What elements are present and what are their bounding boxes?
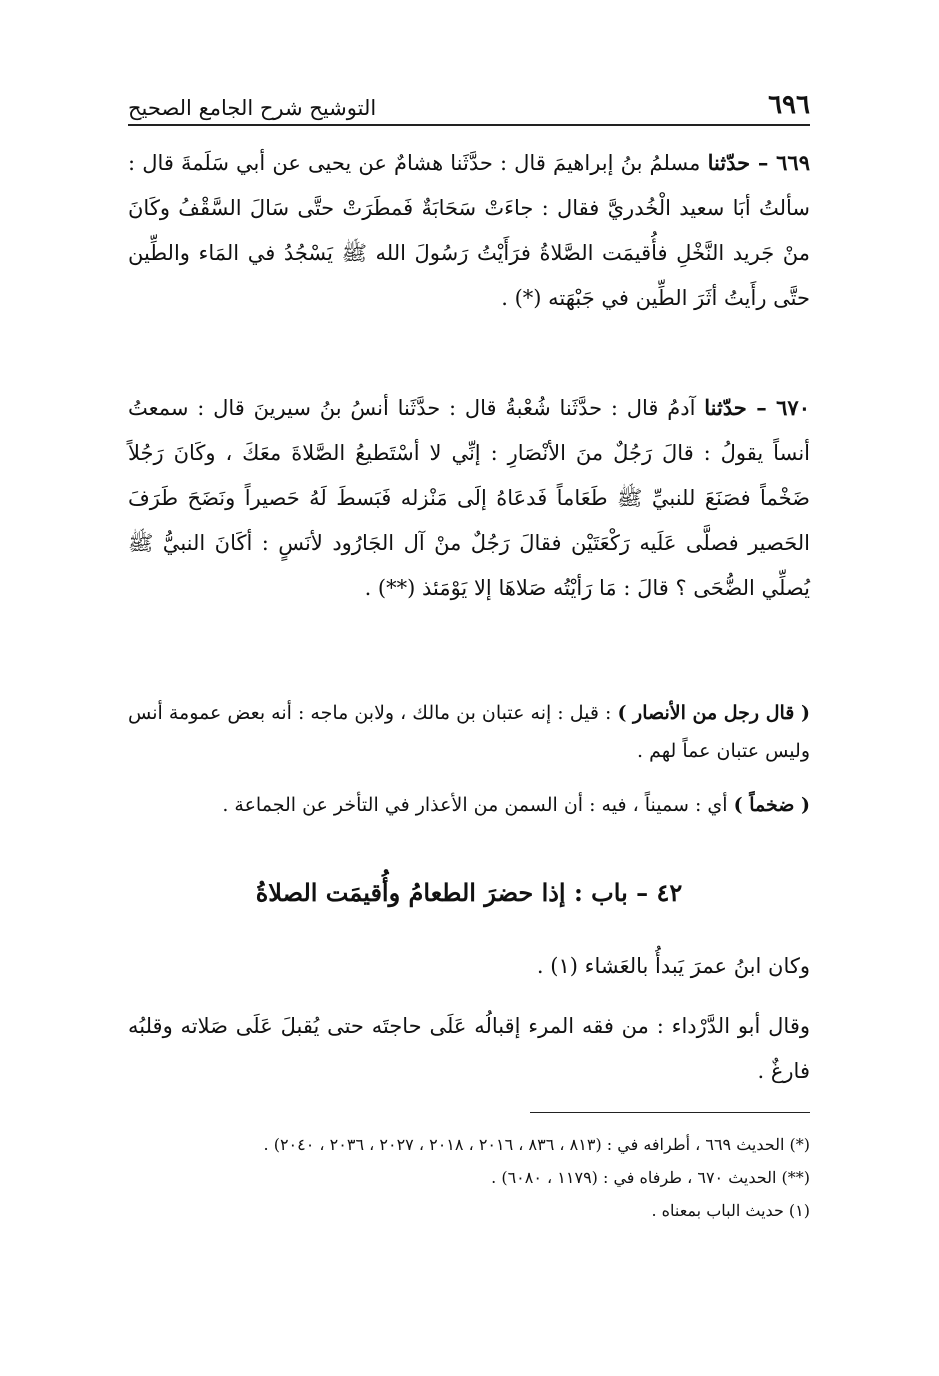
footnote-2: (**) الحديث ٦٧٠ ، طرفاه في : (١١٧٩ ، ٦٠٨٠) . <box>491 1168 810 1187</box>
page-number: ٦٩٦ <box>768 90 810 120</box>
footnotes <box>128 1128 810 1227</box>
commentary-note-2 <box>128 786 810 824</box>
footnote-3: (١) حديث الباب بمعناه . <box>651 1201 810 1220</box>
note-1-term: ( قال رجل من الأنصار ) <box>617 702 810 724</box>
hadith-670 <box>128 385 810 611</box>
note-2-term: ( ضخماً ) <box>733 794 810 816</box>
header-rule <box>128 124 810 126</box>
hadith-670-lead: ٦٧٠ – حدّثنا <box>704 395 810 420</box>
commentary-note-1 <box>128 694 810 770</box>
page-header <box>128 78 810 120</box>
hadith-669-lead: ٦٦٩ – حدّثنا <box>707 150 810 175</box>
chapter-heading: ٤٢ – باب : إذا حضرَ الطعامُ وأُقيمَت الصلاةُ <box>255 878 683 907</box>
hadith-669-text: مسلمُ بنُ إبراهيمَ قال : حدَّثَنا هشامٌ عن يحيى عن أبي سَلَمةَ قال : سألتُ أبَا سعيد الْخُدريَّ فقال : جاءَتْ سَحَابَةٌ فَمطَرَتْ حتَّى سَالَ السَّقْفُ وكَانَ منْ جَريد النَّخْلِ فأُقيمَت الصَّلاةُ فرَأَيْتُ رَسُولَ الله ﷺ يَسْجُدُ في المَاء والطِّين حتَّى رأَيتُ أثَرَ الطِّين في جَبْهَته (*) . <box>128 151 810 310</box>
chapter-paragraph-1: وكان ابنُ عمرَ يَبدأُ بالعَشاء (١) . <box>536 954 810 978</box>
note-1-text: : قيل : إنه عتبان بن مالك ، ولابن ماجه : أنه بعض عمومة أنس وليس عتبان عماً لهم . <box>128 702 810 762</box>
hadith-670-text: آدمُ قال : حدَّثَنا شُعْبةُ قال : حدَّثَنا أنسُ بنُ سيرينَ قال : سمعتُ أنساً يقولُ : قالَ رَجُلٌ منَ الأنْصَارِ : إنِّي لا أسْتَطيعُ الصَّلاةَ معَكَ ، وكَانَ رَجُلاً ضَخْماً فصَنَعَ للنبيِّ ﷺ طَعَاماً فَدعَاهُ إلَى مَنْزله فَبَسطَ لَهُ حَصيراً ونَضَحَ طَرَفَ الحَصير فصلَّى عَلَيه رَكْعَتَيْن فقالَ رَجُلٌ منْ آل الجَارُود لأنَسٍ : أكَانَ النبيُّ ﷺ يُصلِّي الضُّحَى ؟ قالَ : مَا رَأيْتُه صَلاهَا إلا يَوْمَئذ (**) . <box>128 396 810 600</box>
chapter-paragraph-2: وقال أبو الدَّرْداء : من فقه المرء إقبالُه عَلَى حاجتَه حتى يُقبلَ عَلَى صَلاته وقلبُه فارغٌ . <box>128 1014 810 1083</box>
footnote-1: (*) الحديث ٦٦٩ ، أطرافه في : (٨١٣ ، ٨٣٦ ، ٢٠١٦ ، ٢٠١٨ ، ٢٠٢٧ ، ٢٠٣٦ ، ٢٠٤٠) . <box>263 1135 810 1154</box>
footnote-rule <box>530 1112 810 1113</box>
note-2-text: أي : سميناً ، فيه : أن السمن من الأعذار في التأخر عن الجماعة . <box>222 794 728 816</box>
hadith-669 <box>128 140 810 321</box>
running-title: التوشيح شرح الجامع الصحيح <box>128 96 377 120</box>
